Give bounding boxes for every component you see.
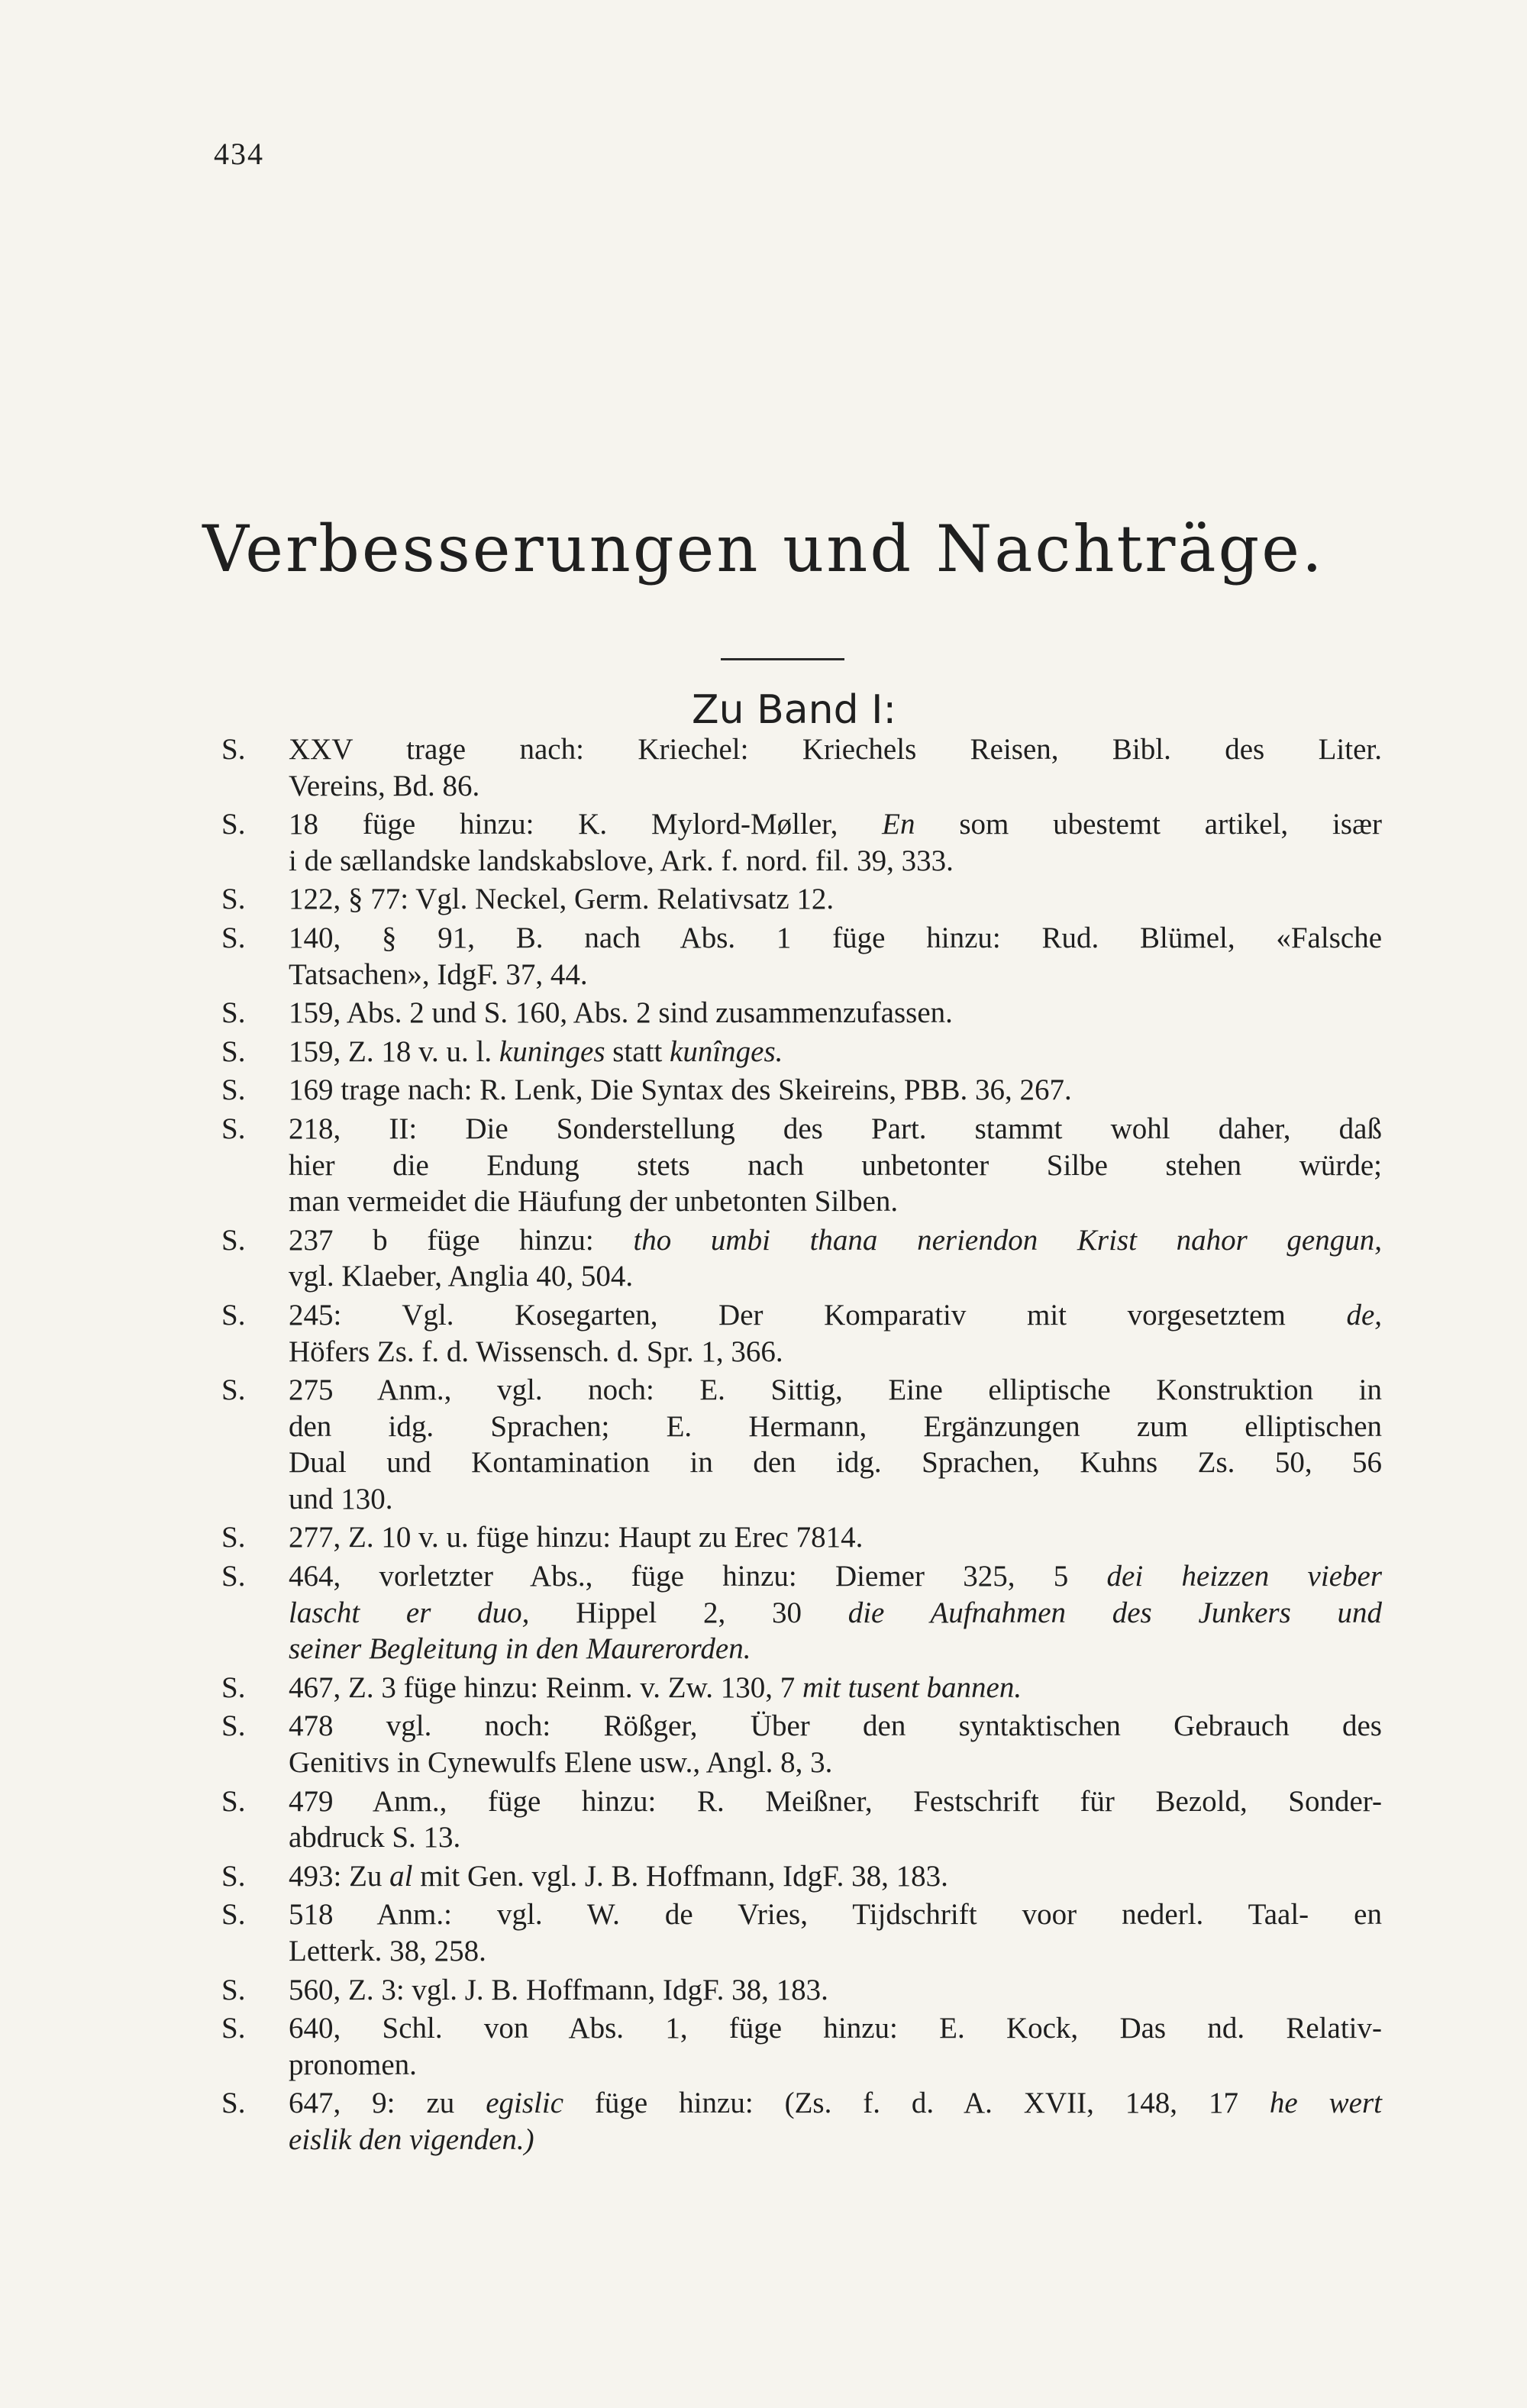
entry-text [289,1558,1382,1667]
entry-line [289,1034,1382,1070]
entry-ref: S. [221,1373,246,1407]
entry-line [289,920,1382,957]
entry-line [289,1372,1382,1409]
text-segment: 647, 9: zu [289,2087,486,2120]
text-segment: 560, Z. 3: vgl. J. B. Hoffmann, IdgF. 38, 183. [289,1973,828,2006]
text-segment: 169 trage nach: R. Lenk, Die Syntax des Skeireins, PBB. 36, 267. [289,1073,1072,1107]
entry-text [289,1072,1382,1109]
text-segment: 478 vgl. noch: Rößger, Über den syntaktischen Gebrauch des [289,1709,1382,1743]
entry-text [289,731,1382,804]
entry-ref: S. [221,1784,246,1818]
correction-entry [221,1670,1382,1706]
entry-text [289,1297,1382,1370]
correction-entry [221,1558,1382,1667]
entry-ref: S. [221,1298,246,1332]
italic-quote: die Aufnahmen des Junkers und [847,1596,1382,1629]
text-segment: Vereins, Bd. 86. [289,769,480,802]
text-segment: 467, Z. 3 füge hinzu: Reinm. v. Zw. 130, 7 [289,1670,803,1704]
entry-text [289,920,1382,993]
entry-ref: S. [221,921,246,954]
entry-line [289,2085,1382,2122]
italic-quote: mit tusent bannen. [802,1670,1022,1704]
entry-text [289,995,1382,1031]
correction-entry [221,1858,1382,1895]
correction-entry [221,920,1382,993]
italic-quote: kuninges [499,1035,605,1068]
italic-quote: de, [1346,1298,1382,1332]
entry-line [289,806,1382,843]
entry-line [289,1334,1382,1370]
entry-line [289,995,1382,1031]
text-segment: 479 Anm., füge hinzu: R. Meißner, Festschrift für Bezold, Sonder- [289,1784,1382,1818]
entry-line [289,1111,1382,1148]
entry-line [289,1708,1382,1745]
entry-line [289,1631,1382,1667]
italic-quote: seiner Begleitung in den Maurerorden. [289,1632,751,1666]
text-segment: füge hinzu: (Zs. f. d. A. XVII, 148, 17 [563,2087,1270,2120]
page-title: Verbesserungen und Nachträge. [202,512,1325,586]
entry-line [289,2010,1382,2047]
entry-line [289,1519,1382,1556]
correction-entry [221,1896,1382,1969]
correction-entry [221,1783,1382,1856]
italic-quote: kunînges. [670,1035,783,1068]
text-segment: man vermeidet die Häufung der unbetonten Silben. [289,1185,899,1219]
correction-entry [221,1372,1382,1517]
entry-text [289,1670,1382,1706]
entry-text [289,1222,1382,1295]
correction-entry [221,1297,1382,1370]
entry-line [289,1595,1382,1632]
entry-text [289,881,1382,918]
text-segment: 245: Vgl. Kosegarten, Der Komparativ mit vorgesetztem [289,1298,1347,1332]
correction-entry [221,1222,1382,1295]
entry-line [289,957,1382,993]
entry-ref: S. [221,1073,246,1107]
entry-ref: S. [221,1223,246,1257]
entry-line [289,2122,1382,2158]
italic-quote: al [389,1859,413,1893]
text-segment: 518 Anm.: vgl. W. de Vries, Tijdschrift voor nederl. Taal- en [289,1898,1382,1932]
entry-text [289,1972,1382,2009]
entry-line [289,1148,1382,1184]
page-number: 434 [214,137,264,171]
entry-line [289,1258,1382,1295]
corrections-list [221,731,1382,2161]
italic-quote: En [882,808,915,841]
text-segment: i de sællandske landskabslove, Ark. f. nord. fil. 39, 333. [289,844,954,877]
entry-ref: S. [221,2087,246,2120]
text-segment: hier die Endung stets nach unbetonter Silbe stehen würde; [289,1148,1382,1182]
text-segment: den idg. Sprachen; E. Hermann, Ergänzungen zum elliptischen [289,1409,1382,1443]
entry-line [289,1783,1382,1820]
text-segment: Tatsachen», IdgF. 37, 44. [289,957,588,991]
italic-quote: he wert [1269,2087,1382,2120]
entry-ref: S. [221,1112,246,1145]
italic-quote: tho umbi thana neriendon Krist nahor gengun, [633,1223,1382,1257]
correction-entry [221,806,1382,879]
text-segment: 159, Z. 18 v. u. l. [289,1035,499,1068]
entry-line [289,1858,1382,1895]
entry-text [289,1519,1382,1556]
entry-line [289,1409,1382,1445]
text-segment: 275 Anm., vgl. noch: E. Sittig, Eine elliptische Konstruktion in [289,1373,1382,1407]
entry-line [289,2047,1382,2084]
italic-quote: egislic [486,2087,564,2120]
entry-line [289,1297,1382,1334]
correction-entry [221,2010,1382,2083]
text-segment: 18 füge hinzu: K. Mylord-Møller, [289,808,883,841]
italic-quote: lascht er duo, [289,1596,530,1629]
entry-line [289,731,1382,768]
text-segment: Höfers Zs. f. d. Wissensch. d. Spr. 1, 366. [289,1335,783,1368]
title-divider [721,658,844,660]
text-segment: und 130. [289,1482,393,1515]
entry-text [289,1896,1382,1969]
entry-ref: S. [221,2012,246,2045]
entry-line [289,1819,1382,1856]
text-segment: mit Gen. vgl. J. B. Hoffmann, IdgF. 38, 183. [412,1859,948,1893]
entry-line [289,1745,1382,1781]
correction-entry [221,1519,1382,1556]
correction-entry [221,995,1382,1031]
entry-ref: S. [221,1670,246,1704]
text-segment: 237 b füge hinzu: [289,1223,634,1257]
entry-line [289,843,1382,880]
text-segment: 218, II: Die Sonderstellung des Part. stammt wohl daher, daß [289,1112,1382,1145]
entry-ref: S. [221,883,246,916]
entry-ref: S. [221,1898,246,1932]
correction-entry [221,1111,1382,1220]
entry-line [289,1670,1382,1706]
correction-entry [221,1708,1382,1780]
correction-entry [221,1072,1382,1109]
correction-entry [221,1034,1382,1070]
text-segment: statt [605,1035,670,1068]
text-segment: XXV trage nach: Kriechel: Kriechels Reisen, Bibl. des Liter. [289,733,1382,766]
correction-entry [221,2085,1382,2158]
correction-entry [221,1972,1382,2009]
entry-text [289,1372,1382,1517]
correction-entry [221,731,1382,804]
entry-text [289,1783,1382,1856]
italic-quote: dei heizzen vieber [1106,1560,1382,1593]
entry-line [289,768,1382,805]
entry-line [289,1972,1382,2009]
text-segment: 464, vorletzter Abs., füge hinzu: Diemer 325, 5 [289,1560,1107,1593]
text-segment: 493: Zu [289,1859,390,1893]
text-segment: abdruck S. 13. [289,1821,461,1854]
text-segment: 159, Abs. 2 und S. 160, Abs. 2 sind zusammenzufassen. [289,996,953,1030]
entry-text [289,1034,1382,1070]
entry-line [289,1481,1382,1518]
text-segment: Hippel 2, 30 [529,1596,848,1629]
section-heading: Zu Band I: [692,687,896,733]
entry-text [289,2010,1382,2083]
text-segment: Letterk. 38, 258. [289,1935,486,1967]
text-segment: som ubestemt artikel, især [915,808,1382,841]
text-segment: 277, Z. 10 v. u. füge hinzu: Haupt zu Erec 7814. [289,1521,864,1554]
text-segment: 640, Schl. von Abs. 1, füge hinzu: E. Kock, Das nd. Relativ- [289,2012,1382,2045]
entry-ref: S. [221,1521,246,1554]
italic-quote: eislik den vigenden.) [289,2122,534,2156]
text-segment: 122, § 77: Vgl. Neckel, Germ. Relativsatz 12. [289,883,835,916]
entry-ref: S. [221,1973,246,2006]
entry-text [289,2085,1382,2158]
entry-line [289,1896,1382,1933]
entry-ref: S. [221,996,246,1030]
text-segment: 140, § 91, B. nach Abs. 1 füge hinzu: Rud. Blümel, «Falsche [289,921,1382,954]
entry-line [289,881,1382,918]
entry-text [289,1858,1382,1895]
entry-line [289,1933,1382,1970]
entry-ref: S. [221,733,246,766]
entry-line [289,1072,1382,1109]
entry-text [289,806,1382,879]
text-segment: pronomen. [289,2048,417,2081]
correction-entry [221,881,1382,918]
entry-line [289,1183,1382,1220]
entry-text [289,1111,1382,1220]
entry-ref: S. [221,1859,246,1893]
entry-ref: S. [221,808,246,841]
text-segment: Dual und Kontamination in den idg. Sprachen, Kuhns Zs. 50, 56 [289,1446,1382,1480]
entry-ref: S. [221,1560,246,1593]
text-segment: Genitivs in Cynewulfs Elene usw., Angl. 8, 3. [289,1746,833,1780]
entry-ref: S. [221,1709,246,1743]
entry-line [289,1558,1382,1595]
entry-line [289,1222,1382,1259]
entry-ref: S. [221,1035,246,1068]
text-segment: vgl. Klaeber, Anglia 40, 504. [289,1260,634,1293]
entry-text [289,1708,1382,1780]
entry-line [289,1444,1382,1481]
